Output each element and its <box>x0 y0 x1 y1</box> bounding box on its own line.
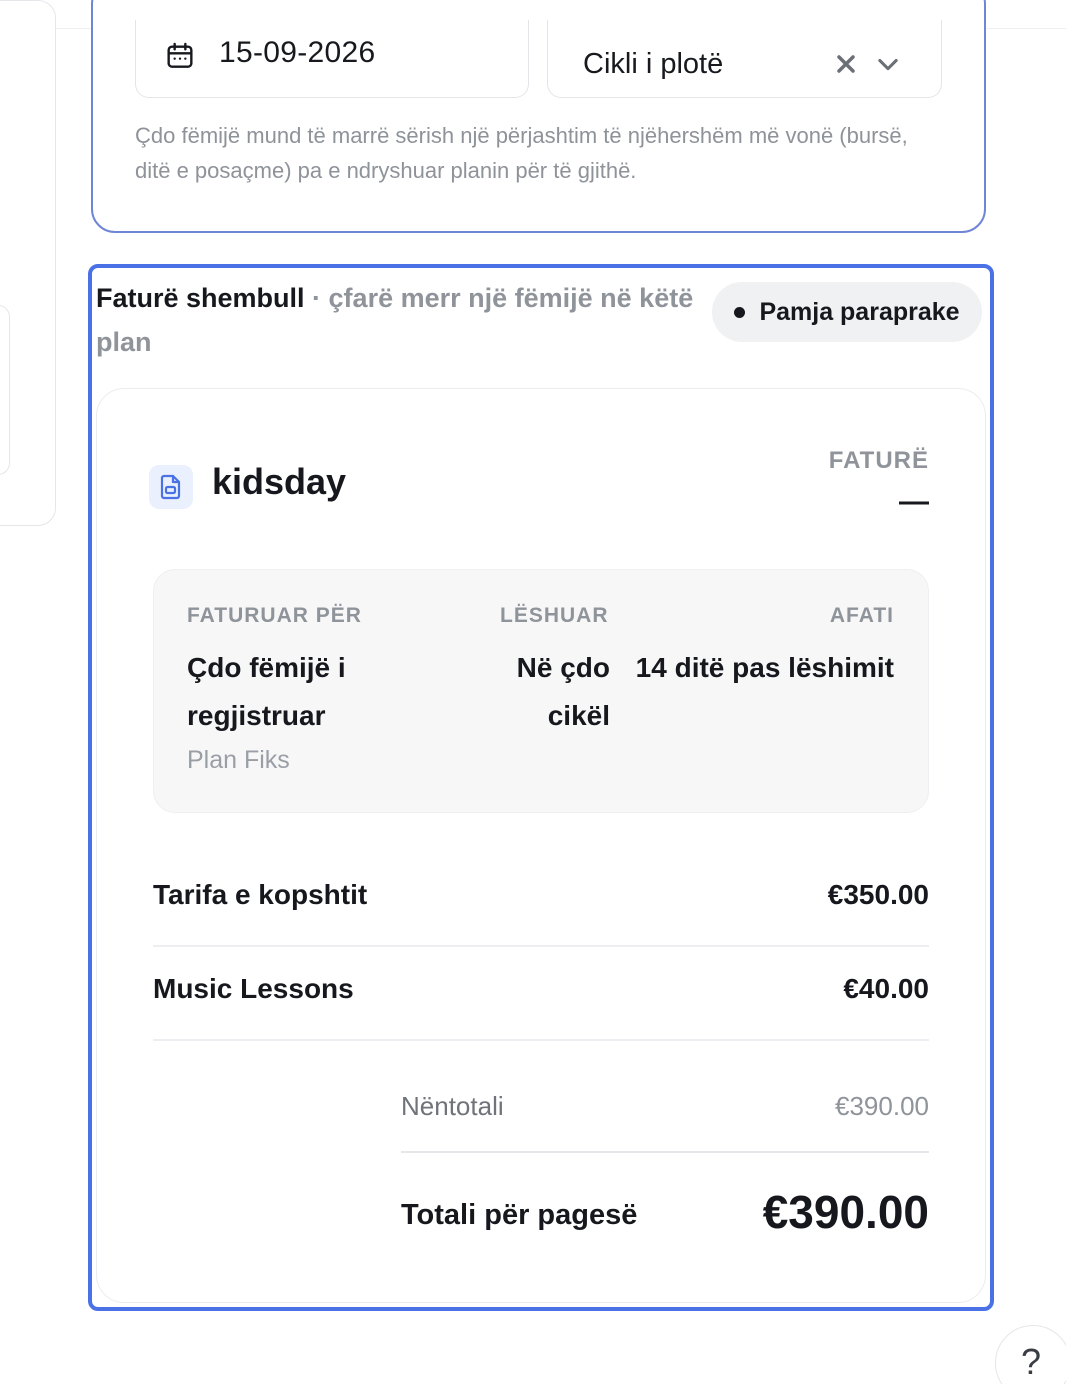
document-icon <box>159 474 183 500</box>
line-item-name: Tarifa e kopshtit <box>153 879 368 910</box>
billed-to-value: Çdo fëmijë i regjistruar <box>187 652 346 731</box>
brand-logo <box>149 465 193 509</box>
cycle-select[interactable] <box>547 20 942 98</box>
issued-value: Në çdo cikël <box>516 652 610 731</box>
line-item-amount: €40.00 <box>843 973 929 1004</box>
preview-title-bold: Faturë shembull <box>96 283 305 313</box>
help-icon: ? <box>1021 1341 1042 1382</box>
line-item-amount: €350.00 <box>827 879 929 910</box>
due-value: 14 ditë pas lëshimit <box>635 652 894 683</box>
invoice-card <box>96 388 986 1303</box>
line-item-divider <box>153 1039 929 1041</box>
preview-badge-label: Pamja paraprake <box>759 297 960 326</box>
invoice-preview-section <box>88 264 994 1311</box>
subtotal-label: Nëntotali <box>401 1091 504 1121</box>
billed-to-plan: Plan Fiks <box>187 746 290 774</box>
brand-name: kidsday <box>212 461 347 502</box>
due-header: AFATI <box>829 604 894 627</box>
start-date-value: 15-09-2026 <box>219 36 376 69</box>
clear-icon[interactable] <box>832 50 860 78</box>
badge-dot-icon <box>734 307 745 318</box>
help-button[interactable] <box>995 1325 1066 1384</box>
preview-badge <box>712 282 982 342</box>
subtotal-divider <box>401 1151 929 1153</box>
chevron-down-icon[interactable] <box>874 50 902 78</box>
plan-helper-text: Çdo fëmijë mund të marrë sërish një përjashtim të njëhershëm më vonë (bursë, ditë e posaçme) pa e ndryshuar planin për të gjithë. <box>135 123 908 183</box>
line-item <box>153 945 929 1039</box>
total-label: Totali për pagesë <box>401 1199 638 1231</box>
issued-header: LËSHUAR <box>500 604 609 627</box>
subtotal-value: €390.00 <box>835 1091 929 1121</box>
left-panel-inner <box>0 305 10 475</box>
invoice-number: — <box>899 485 929 518</box>
billed-to-header: FATURUAR PËR <box>187 604 362 627</box>
preview-title <box>96 276 696 364</box>
invoice-label: FATURË <box>828 447 929 474</box>
cycle-select-value: Cikli i plotë <box>583 48 724 80</box>
preview-title-muted: · çfarë merr një fëmijë në këtë plan <box>96 283 694 357</box>
total-value: €390.00 <box>762 1186 929 1238</box>
line-item <box>153 851 929 945</box>
start-date-field[interactable] <box>135 20 529 98</box>
line-item-name: Music Lessons <box>153 973 354 1004</box>
invoice-meta-box <box>153 569 929 813</box>
calendar-icon <box>164 40 196 72</box>
